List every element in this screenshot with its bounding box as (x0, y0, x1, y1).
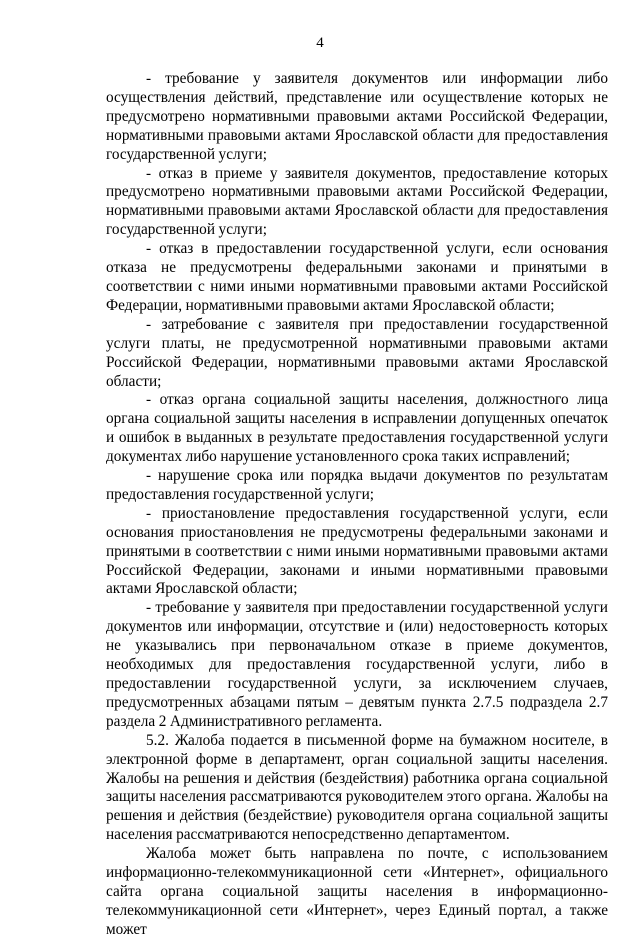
paragraph: - отказ в предоставлении государственной услуги, если основания отказа не предусмотрены федеральными законами и принятыми в соответствии с ними иными нормативными правовыми актами Российской Федерации, нормативными правовыми актами Ярославской области; (106, 240, 608, 314)
page-number: 4 (316, 35, 324, 51)
paragraph: - отказ органа социальной защиты населения, должностного лица органа социальной защиты населения в исправлении допущенных опечаток и ошибок в выданных в результате предоставления государственной услуги документах либо нарушение установленного срока таких исправлений; (106, 391, 608, 466)
paragraph: - требование у заявителя документов или информации либо осуществления действий, представление или осуществление которых не предусмотрено нормативными правовыми актами Российской Федерации, нормативными правовыми актами Ярославской области для предоставления государственной услуги; (106, 70, 608, 163)
paragraph: - нарушение срока или порядка выдачи документов по результатам предоставления государственной услуги; (106, 467, 608, 503)
paragraph: Жалоба может быть направлена по почте, с использованием информационно-телекоммуникационной сети «Интернет», официального сайта органа социальной защиты населения в информационно-телекоммуникационной сети «Интернет», через Единый портал, а также может (106, 845, 608, 938)
paragraph: - приостановление предоставления государственной услуги, если основания приостановления не предусмотрены федеральными законами и принятыми в соответствии с ними иными нормативными правовыми актами Российской Федерации, законами и иными нормативными правовыми актами Ярославской области; (106, 504, 608, 598)
paragraph: - затребование с заявителя при предоставлении государственной услуги платы, не предусмотренной нормативными правовыми актами Российской Федерации, нормативными правовыми актами Ярославской области; (106, 315, 608, 390)
paragraph: 5.2. Жалоба подается в письменной форме на бумажном носителе, в электронной форме в департамент, орган социальной защиты населения. Жалобы на решения и действия (бездействия) работника органа социальной защиты населения рассматриваются руководителем этого органа. Жалобы на решения и действия (бездействие) руководителя органа социальной защиты населения рассматриваются непосредственно департаментом. (106, 731, 608, 844)
document-body (106, 70, 608, 940)
paragraph: - отказ в приеме у заявителя документов, предоставление которых предусмотрено нормативными правовыми актами Российской Федерации, нормативными правовыми актами Ярославской области для предоставления государственной услуги; (106, 164, 608, 239)
paragraph: - требование у заявителя при предоставлении государственной услуги документов или информации, отсутствие и (или) недостоверность которых не указывались при первоначальном отказе в приеме документов, необходимых для предоставления государственной услуги, либо в предоставлении государственной услуги, за исключением случаев, предусмотренных абзацами пятым – девятым пункта 2.7.5 подраздела 2.7 раздела 2 Административного регламента. (106, 599, 608, 730)
